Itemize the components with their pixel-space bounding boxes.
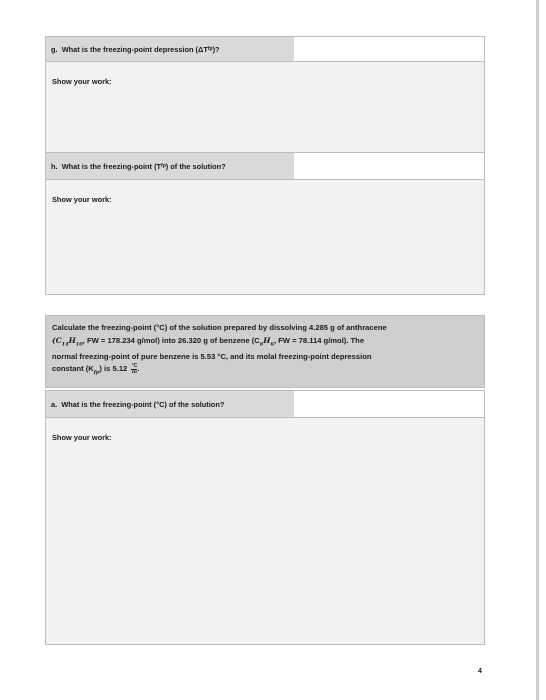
question-h-letter: h. (51, 161, 58, 171)
question-a-label (46, 391, 296, 417)
question-g-prompt: What is the freezing-point depression (ΔT (61, 44, 208, 54)
question-h-prompt: What is the freezing-point (T (61, 161, 162, 171)
formula-anthracene-c-sub: 14 (61, 341, 69, 348)
question-h-tail: ) of the solution? (165, 161, 226, 171)
question-g-row (45, 36, 485, 62)
answer-g-field[interactable] (294, 37, 484, 61)
problem-line-2 (52, 335, 478, 351)
show-work-label: Show your work: (52, 195, 112, 204)
work-area-g[interactable] (45, 61, 485, 153)
show-work-label: Show your work: (52, 433, 112, 442)
problem-line-3: normal freezing-point of pure benzene is 5.53 °C, and its molal freezing-point depression (52, 351, 372, 361)
formula-benzene-c-sub: 6 (259, 341, 264, 348)
question-a-row (45, 390, 485, 418)
question-g-letter: g. (51, 44, 58, 54)
answer-h-field[interactable] (294, 153, 484, 179)
question-h-sub: fp (161, 163, 166, 169)
formula-benzene-h: H (263, 335, 271, 345)
show-work-label: Show your work: (52, 77, 112, 86)
kfp-sub: fp (93, 369, 100, 376)
formula-anthracene-c: (C (52, 335, 62, 345)
work-area-a[interactable] (45, 417, 485, 645)
question-g-sub: fp (207, 46, 213, 52)
problem-line-4 (52, 363, 478, 379)
question-a-prompt: What is the freezing-point (°C) of the solution? (61, 399, 225, 409)
formula-anthracene-h: H (68, 335, 76, 345)
problem-line-4-mid: ) is 5.12 (99, 364, 128, 374)
page-number: 4 (478, 668, 482, 675)
unit-denominator: m (131, 368, 138, 375)
answer-a-field[interactable] (294, 391, 484, 417)
problem-line-4-start: constant (K (52, 364, 94, 374)
problem-line-2-end: , FW = 78.114 g/mol). The (273, 335, 365, 345)
problem-line-1: Calculate the freezing-point (°C) of the solution prepared by dissolving 4.285 g of anthracene (52, 323, 387, 332)
question-h-label (46, 153, 296, 179)
page-edge (536, 0, 539, 700)
work-area-h[interactable] (45, 179, 485, 295)
unit-numerator: °C (131, 362, 138, 369)
problem-statement (45, 315, 485, 388)
question-a-letter: a. (51, 399, 58, 409)
problem-line-4-end: . (137, 364, 140, 374)
question-g-tail: )? (212, 44, 220, 54)
question-g-label (46, 37, 296, 61)
problem-line-2-mid: , FW = 178.234 g/mol) into 26.320 g of benzene (C (82, 335, 260, 345)
question-h-row (45, 152, 485, 180)
formula-anthracene-h-sub: 10 (75, 341, 83, 348)
formula-benzene-h-sub: 6 (270, 341, 274, 348)
